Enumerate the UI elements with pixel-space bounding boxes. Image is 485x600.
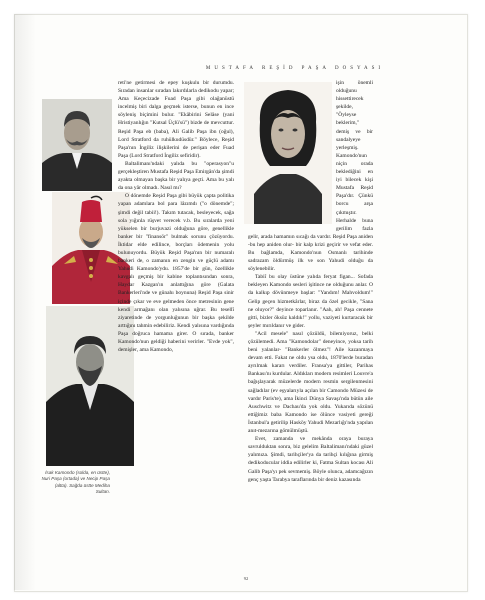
text-column-right — [248, 79, 373, 587]
text-column-left — [118, 79, 234, 587]
running-head: MUSTAFA REŞİD PAŞA DOSYASI — [205, 66, 385, 71]
paragraph: Baltalimanı'ndaki yalıda bu "operasyon"u gerçekleştiren Mustafa Reşid Paşa Emirgân'da şimdi ayakta olmayan başka bir yalıya geçti. Ama bu yalı da ona yâr olmadı. Nasıl mı? — [118, 160, 234, 192]
paragraph: Evet, zamanda ve mekânda oraya buraya savrulduktan sonra, biz gelelim Baltalimanı'ndaki güzel yalımıza. Şimdi, tarihçiler'ya da tarihçi kılığına girmiş dedikoducular iddia edilirler ki, Fatma Sultan kocası Ali Galib Paşa'yı pek sevmemiş. Böyle olunca, adamcağızın genç yaşta Tarabya taraflarında bir deniz kazasında — [248, 436, 373, 483]
page-number: 92 — [243, 576, 249, 581]
photo-caption: İsak Kamondo (solda, en üstte), Nuri Paşa (ortada) ve Necip Paşa (altta). Sağda üstte Mediha Sultan. — [41, 470, 110, 495]
paragraph: O dönemde Reşid Paşa gibi büyük çapta politika yapan adamlara bol para lâzımdı ("o dönemde"; şimdi değil tabii!). Takım tutacak, besleyecek, sağa sola yığınla rüşvet verecek v.b. Bu sıralarda yeni yükselen bir burjuvazi olduğuna göre, genellikle banker bir "finansör" bulmak sorunu çözüyordu. İktidar elde edilince, borçları ödemenin yolu bulunuyordu. Büyük Reşid Paşa'nın bir numaralı bankeri de, o zamanın en zengin ve güçlü adamı Yahudi Kamondo'ydu. 1857'de bir gün, özellikle kavgalı geçmiş bir kabine toplantısından sonra, Haydar Kazgan'ın anlattığına göre (Galata Bankerleri'nde ve günahı boynuna) Reşid Paşa sinir içinde çıkar ve eve gelmeden önce metresinin gene kendi armağanı olan yalısına uğrar. Bu tesellî ziyaretinde de yorgunluğunun bir başka şekilde arttığını tahmin edebiliriz. Kendi yalısına vardığında Paşa doğruca hamama girer. O sırada, banker Kamondo'nun geldiği haberini verirler. "Evde yok", demişler, ama Kamondo, — [118, 193, 234, 354]
paragraph: "Acil mesele" nasıl çözüldü, bilemiyoruz, belki çözülemedi. Ama "Kamondolar" deneyince, yoksa tarih beni yalanlar- "Bankerler ölmez"! Aile kazanmaya devam etti. Fakat ne oldu ysa oldu, 1870'lerde buradan ayrılmak kararı verdiler. Fransa'ya gittiler, Parihas Bankası'nı kurdular. Aldıkları modern resimleri Louvre'a bağışlayarak müzelerde modern resmin sergilenmesini sağladılar (ev eşyalarıyla açılan bir Camondo Müzesi de vardır Paris'te), ama İkinci Dünya Savaşı'nda bütün aile Auschwitz ve Dachau'da yok oldu. Yukarıda sözünü ettiğimiz baba Kamondo ise ölünce vasiyeti gereği İstanbul'a getirilip Hasköy Yahudi Mezarlığı'nda yapılan anıt-mezarına gömülmüştü. — [248, 330, 373, 435]
paragraph: reti'ne getirmesi de epey kuşkulu bir durumdu. Sıradan insanlar sıradan lakırdılarla dedikodu yapar; Ama Keçecizade Fuad Paşa gibi olağanüstü incelmiş biri dalga geçmek isterse, bunun en ince söyleniş biçimini bulur. "Ekâbirini Selâse (yani Hristiyanlığın "Kutsal Üçlü'sü") bizde de mevcuttur. Reşid Paşa eb (baba), Ali Galib Paşa ibn (oğul), Lord Stratford da ruhülkudüsdür." Böylece, Reşid Paşa'nın İngiliz ilişkilerini de perişan eder Fuad Paşa (Lord Stratford İngiliz sefiridir). — [118, 80, 234, 159]
portrait-isak-kamondo — [42, 99, 112, 191]
paragraph: işin önemli olduğunu hissettirecek şekilde, "Öyleyse beklerim," demiş ve bir sandalyeye yerleşmiş. Kamondo'nun niçin orada beklediğini en iyi bilecek kişi Mustafa Reşid Paşa'dır. Çünkü borcu arşa çıkmıştır. Herhalde buna gerilim fazla gelir, arada hamamın sıcağı da vardır. Reşid Paşa aniden -bu hep aniden olur- bir kalp krizi geçirir ve vefat eder. Bu bağlamda, Kamondo'nun Osmanlı tarihinde sadrazam öldürmüş ilk ve son Yahudi olduğu da söylenebilir. — [248, 80, 373, 273]
paragraph: Tabiî bu olay üstüne yalıda feryat figan... Sofada bekleyen Kamondo sesleri işitince ne olduğunu anlar. O da kalkıp dövünmeye başlar: "Yandım! Mahvoldum!" Gelip geçen hizmetkârlar, biraz da özel gecikle, "Sana ne oluyor?" deyince toparlanır. "Aah, ah! Paşa cennete gitti, bizler öksüz kaldık!" yollu, vaziyeti kurtaracak bir şeyler mırıldanır ve gider. — [248, 274, 373, 329]
page-gutter-shadow — [14, 14, 36, 590]
